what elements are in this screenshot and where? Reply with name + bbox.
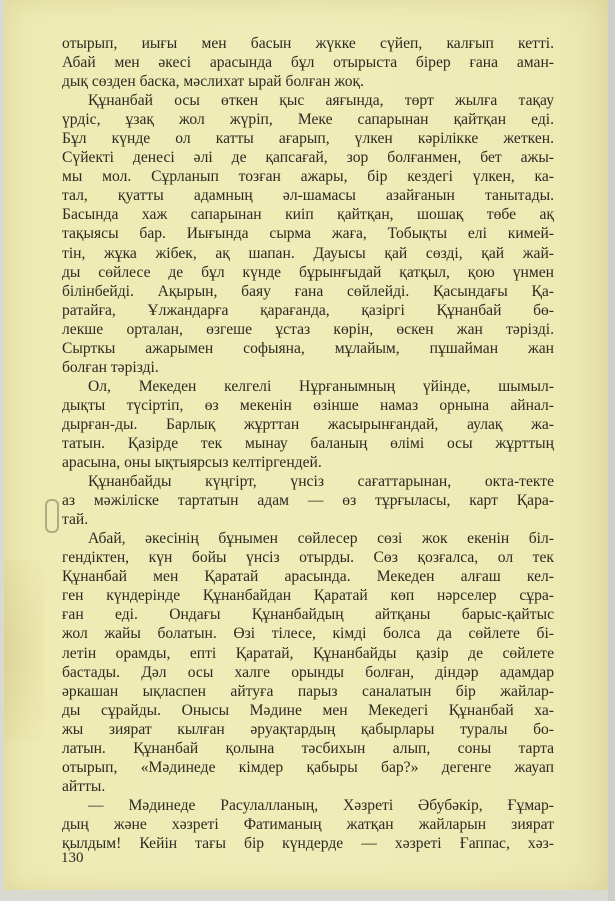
text-line: Басында хаж сапарынан киіп қайтқан, шошақ төбе ақ: [62, 206, 554, 224]
text-line: Құнанбай мен Қаратай арасында. Мекеден алғаш кел-: [62, 568, 554, 586]
text-line: қылдым! Кейін тағы бір күндерде — хәзреті Ғаппас, хәз-: [62, 834, 554, 852]
text-line: Құнанбай осы өткен қыс аяғында, төрт жылға тақау: [88, 92, 554, 110]
text-line: гендіктен, күн бойы үнсіз отырды. Сөз қозғалса, ол тек: [62, 549, 554, 567]
text-line: дықты түсіртіп, өз мекенін өзінше намаз орнына айнал-: [62, 396, 554, 414]
text-line: — Мәдинеде Расулалланың, Хәзреті Әбубәкір, Ғұмар-: [88, 796, 554, 814]
text-line: тін, жұка жібек, ақ шапан. Дауысы қай сөзді, қай жай-: [62, 244, 554, 262]
text-line: бастады. Дәл осы халге орынды болған, діндәр адамдар: [62, 663, 554, 681]
text-line: айтты.: [62, 777, 106, 795]
text-line: дың және хәзреті Фатиманың жатқан жайларын зиярат: [62, 815, 554, 833]
paper-stain: [4, 560, 44, 740]
text-line: ған еді. Ондағы Құнанбайдың айтқаны барыс-қайтыс: [62, 606, 554, 624]
text-line: Ол, Мекеден келгелі Нұрғанымның үйінде, шымыл-: [88, 377, 554, 395]
text-line: Бұл күнде ол катты ағарып, үлкен кәрілікке жеткен.: [62, 130, 554, 148]
text-line: үрдіс, ұзақ жол жүріп, Меке сапарынан қайтқан еді.: [62, 111, 554, 129]
text-line: дырған-ды. Барлық жұрттан жасырынғандай, аулақ жа-: [62, 415, 554, 433]
text-line: тал, қуатты адамның әл-шамасы азайғанын танытады.: [62, 187, 554, 205]
text-line: латын. Құнанбай қолына тәсбихын алып, соны тарта: [62, 739, 554, 757]
text-line: Құнанбайды күңгірт, үнсіз сағаттарынан, окта-текте: [88, 473, 554, 491]
text-line: әркашан ықласпен айтуға парыз саналатын бір жайлар-: [62, 682, 554, 700]
text-line: болған тәрізді.: [62, 358, 159, 376]
text-line: тақыясы бар. Иығында сырма жаға, Тобықты елі кимей-: [62, 225, 554, 243]
page-body-text: [62, 34, 554, 853]
text-line: Сүйекті денесі әлі де қапсағай, зор болғанмен, бет ажы-: [62, 149, 554, 167]
text-line: Сырткы ажарымен софыяна, мұлайым, пұшайман жан: [62, 339, 554, 357]
text-line: мы мол. Сұрланып тозған ажары, бір кездегі үлкен, ка-: [62, 168, 554, 186]
paperclip-mark-icon: [45, 499, 59, 533]
text-line: ды сұрайды. Онысы Мәдине мен Мекедегі Құнанбай ха-: [62, 701, 554, 719]
text-line: отырып, иығы мен басын жүкке сүйеп, калғып кетті.: [62, 35, 554, 52]
text-line: арасына, оны ықтыярсыз келтіргендей.: [62, 454, 322, 472]
scan-edge: [608, 0, 615, 901]
text-line: аз мәжіліске тартатын адам — өз тұрғыласы, карт Қара-: [62, 492, 554, 510]
text-line: дық сөзден баска, мәслихат ырай болған жоқ.: [62, 73, 365, 91]
text-line: жол жайы болатын. Өзі тілесе, кімді болса да сөйлете бі-: [62, 625, 554, 643]
text-line: жы зиярат кылған әруақтардың қабырлары туралы бо-: [62, 720, 554, 738]
text-line: ды сөйлесе де бұл күнде бұрынғыдай қатқыл, қою үнмен: [62, 263, 554, 281]
text-line: лекше орталан, өзгеше ұстаз көрін, өскен жан тәрізді.: [62, 320, 554, 338]
text-line: тай.: [62, 511, 89, 529]
page-number: 130: [61, 850, 84, 866]
text-line: Абай мен әкесі арасында бұл отырыста бірер ғана аман-: [62, 54, 554, 72]
text-line: Абай, әкесінің бұнымен сөйлесер сөзі жок екенін біл-: [88, 530, 554, 548]
text-line: ратайға, Ұлжандарға қарағанда, қазіргі Құнанбай бө-: [62, 301, 554, 319]
text-line: отырып, «Мәдинеде кімдер қабыры бар?» дегенге жауап: [62, 758, 554, 776]
book-page: [4, 0, 608, 890]
text-line: летін орамды, епті Қаратай, Құнанбайды қазір де сөйлете: [62, 644, 554, 662]
text-line: білінбейді. Ақырын, баяу ғана сөйлейді. Қасындағы Қа-: [62, 282, 554, 300]
text-line: ген күндерінде Құнанбайдан Қаратай көп нәрселер сұра-: [62, 587, 554, 605]
text-line: татын. Қазірде тек мынау баланың өлімі осы жұрттың: [62, 434, 554, 452]
